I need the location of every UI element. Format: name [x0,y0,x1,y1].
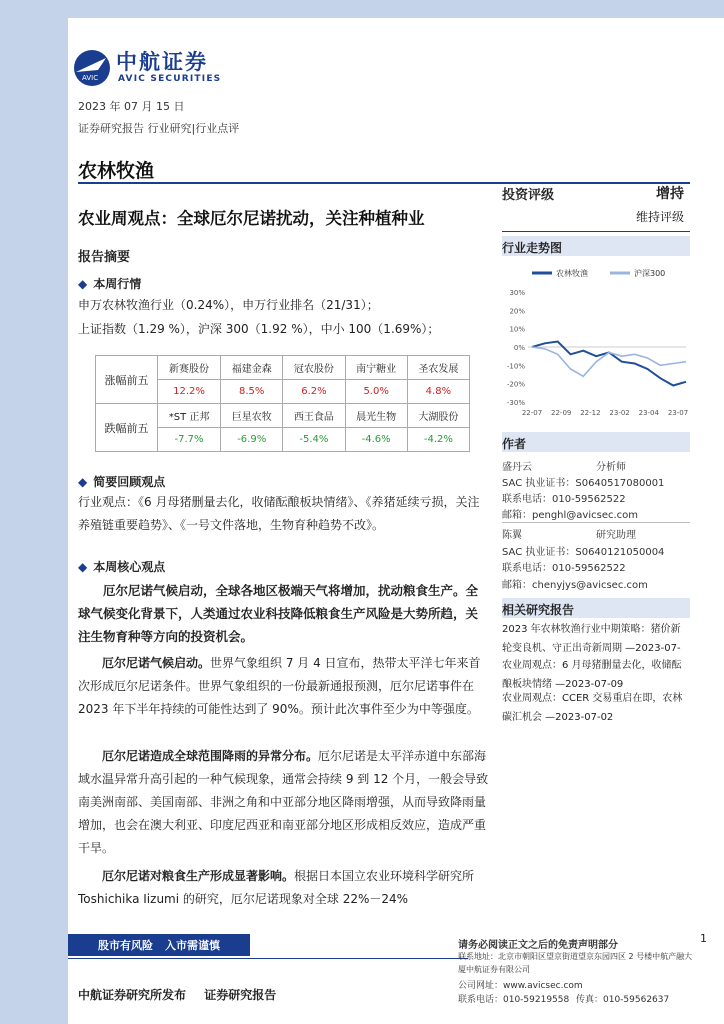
down-name: 大湖股份 [407,404,469,428]
summary-title: 报告摘要 [78,250,131,265]
publisher-text: 中航证券研究所发布 [78,988,187,1002]
left-decor-bar [0,0,68,1024]
core-para-2-text: 世界气象组织 7 月 4 日宣布，热带太平洋七年来首次形成厄尔尼诺条件。世界气象组织的一份最新通报预测，厄尔尼诺事件在 2023 年下半年持续的可能性达到了 90%。预计此次事件至少为中等强度。 [78,656,481,716]
table-row [96,356,470,380]
up-value: 6.2% [283,380,345,404]
core-para-1: 厄尔尼诺气候启动，全球各地区极端天气将增加，扰动粮食生产。全球气候变化背景下，人类通过农业科技降低粮食生产风险是大势所趋，关注生物育种等方向的投资机会。 [78,583,479,644]
footer-fax: 传真：010-59562637 [576,995,670,1005]
footer-address: 联系地址：北京市朝阳区望京街道望京东园四区 2 号楼中航产融大厦中航证券有限公司 [458,952,693,974]
x-tick-label: 22-12 [580,409,601,417]
up-value: 8.5% [221,380,283,404]
down-name: *ST 正邦 [158,404,221,428]
up-name: 南宁糖业 [345,356,407,380]
y-tick-label: 20% [509,307,525,316]
author1-sac: SAC 执业证书：S0640517080001 [502,478,665,489]
footer-phone: 联系电话：010-59219558 [458,995,570,1005]
y-tick-label: -30% [506,399,525,407]
trend-title: 行业走势图 [502,241,563,255]
footer-website[interactable]: 公司网址：www.avicsec.com [458,981,583,991]
down-value: -6.9% [221,428,283,452]
down-name: 西王食品 [283,404,345,428]
core-para-4-lead: 厄尔尼诺对粮食生产形成显著影响。 [102,869,295,883]
avic-logo-icon [72,48,112,88]
author2-sac: SAC 执业证书：S0640121050004 [502,547,665,558]
author1-phone: 联系电话：010-59562522 [502,494,626,505]
legend-label: 沪深300 [634,269,666,278]
section-core-title: 本周核心观点 [93,560,166,574]
movers-table [95,355,470,452]
author2-name: 陈翼 [502,530,522,541]
up-label: 涨幅前五 [96,356,158,404]
authors-title: 作者 [502,437,527,451]
down-value: -4.6% [345,428,407,452]
x-tick-label: 23-04 [638,409,659,417]
up-value: 12.2% [158,380,221,404]
core-para-3-text: 厄尔尼诺是太平洋赤道中东部海域水温异常升高引起的一种气候现象，通常会持续 9 到 12 个月，一般会导致南美洲南部、美国南部、非洲之角和中亚部分地区降雨增强，从而导致降雨量增加，也会在澳大利亚、印度尼西亚和南亚部分地区形成相反效应，造成严重干旱。 [78,749,489,855]
report-date: 2023 年 07 月 15 日 [78,100,185,113]
risk-text: 股市有风险 [98,939,153,952]
diamond-icon: ◆ [78,475,88,489]
up-name: 福建金森 [221,356,283,380]
legend-label: 农林牧渔 [556,269,588,278]
y-tick-label: -20% [506,380,525,389]
related-title: 相关研究报告 [502,603,575,617]
x-tick-label: 23-02 [609,409,630,417]
brand-name-en: AVIC SECURITIES [118,74,222,84]
core-para-4-text: 根据日本国立农业环境科学研究所 Toshichika Iizumi 的研究，厄尔尼诺现象对全球 22%－24% [78,869,475,906]
section-review [78,473,165,490]
table-row [96,404,470,428]
review-text: 行业观点：《6 月母猪删量去化，收储酝酿板块情绪》、《养猪延续亏损，关注养殖链重要趋势》、《一号文件落地，生物育种趋势不改》。 [78,495,480,532]
y-tick-label: 10% [509,325,525,334]
svg-text:AVIC: AVIC [82,74,99,82]
related-report-1[interactable]: 2023 年农林牧渔行业中期策略：猪价新轮变良机、守正出奇新周期 —2023-07- [502,624,681,654]
down-value: -5.4% [283,428,345,452]
report-type: 证券研究报告 行业研究|行业点评 [78,122,240,135]
market-line-1: 申万农林牧渔行业（0.24%），申万行业排名（21/31）； [78,298,379,312]
down-value: -7.7% [158,428,221,452]
series-line-agri [532,342,686,386]
section-review-title: 简要回顾观点 [93,475,166,489]
section-market [78,275,141,292]
up-name: 圣农发展 [407,356,469,380]
diamond-icon: ◆ [78,277,88,291]
trend-chart [502,262,690,422]
core-para-3-lead: 厄尔尼诺造成全球范围降雨的异常分布。 [102,749,319,763]
core-para-4 [78,865,490,911]
rating-value: 增持 [656,186,684,202]
author2-phone: 联系电话：010-59562522 [502,563,626,574]
sector-divider [78,182,690,184]
author2-title: 研究助理 [596,530,636,541]
y-tick-label: 30% [509,289,525,297]
up-name: 冠农股份 [283,356,345,380]
author2-email[interactable]: 邮箱：chenyjys@avicsec.com [502,580,648,591]
authors-title-bar [502,432,690,452]
author1-title: 分析师 [596,462,626,473]
core-para-2-lead: 厄尔尼诺气候启动。 [102,656,211,670]
y-tick-label: -10% [506,362,525,371]
series-line-csi300 [532,347,686,376]
rating-divider [502,231,690,232]
y-tick-label: 0% [513,344,525,352]
x-tick-label: 23-07 [667,409,689,417]
market-line-2: 上证指数（1.29 %），沪深 300（1.92 %），中小 100（1.69%）； [78,322,440,336]
diamond-icon: ◆ [78,560,88,574]
report-label-text: 证券研究报告 [204,988,277,1002]
section-market-title: 本周行情 [93,277,142,291]
down-value: -4.2% [407,428,469,452]
up-value: 5.0% [345,380,407,404]
headline: 农业周观点：全球厄尔尼诺扰动，关注种植种业 [78,209,425,228]
company-logo [72,46,242,90]
footer-notice: 请务必阅读正文之后的免责声明部分 [458,940,618,951]
author1-email[interactable]: 邮箱：penghl@avicsec.com [502,510,639,521]
top-decor-bar [68,0,724,18]
author1-name: 盛丹云 [502,462,532,473]
up-name: 新赛股份 [158,356,221,380]
trend-chart-svg [502,262,690,422]
risk-banner [68,934,250,956]
footer-divider [68,958,468,959]
brand-name-cn: 中航证券 [116,50,208,74]
core-para-3 [78,745,490,860]
related-report-2[interactable]: 农业周观点：6 月母猪删量去化，收储酝酿板块情绪 —2023-07-09 [502,660,682,690]
section-core [78,558,165,575]
rating-label: 投资评级 [502,188,555,203]
caution-text: 入市需谨慎 [165,939,220,952]
core-para-2 [78,652,490,721]
x-tick-label: 22-09 [551,409,572,417]
down-label: 跌幅前五 [96,404,158,452]
down-name: 晨光生物 [345,404,407,428]
related-report-3[interactable]: 农业周观点：CCER 交易重启在即，农林碳汇机会 —2023-07-02 [502,693,683,723]
up-value: 4.8% [407,380,469,404]
page-number: 1 [700,932,707,945]
down-name: 巨星农牧 [221,404,283,428]
author-divider [502,522,690,523]
x-tick-label: 22-07 [521,409,543,417]
sector-title: 农林牧渔 [78,160,155,182]
footer-publisher [78,986,276,1003]
rating-sub: 维持评级 [636,210,685,224]
